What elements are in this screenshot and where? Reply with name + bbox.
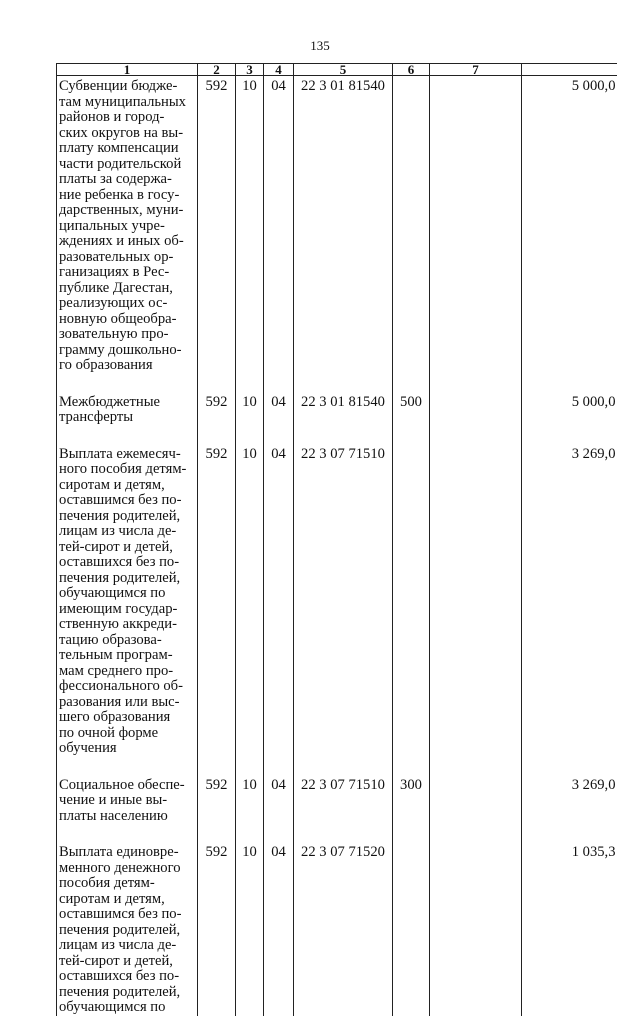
row-amount: 5 000,0 bbox=[522, 76, 617, 374]
row-cell-3: 10 bbox=[236, 392, 264, 426]
row-gap bbox=[57, 757, 617, 775]
row-name-cell bbox=[57, 775, 198, 825]
row-cell-2: 592 bbox=[198, 392, 236, 426]
row-amount: 3 269,0 bbox=[522, 775, 617, 825]
table-row bbox=[57, 76, 617, 374]
column-header-7: 7 bbox=[430, 64, 522, 76]
row-name: Выплата ежемесяч- ного пособия детям- сиротам и детям, оставшимся без по- печения родителей, лицам из числа де- тей-сирот и детей, оставшихся без по- печения родителей, обучающимся по имеющим государ- ственную аккреди- тацию образова- тельным програм- мам среднего про- фессионального об- разования или выс- шего образования по очной форме обучения bbox=[59, 445, 187, 756]
row-name-cell bbox=[57, 444, 198, 757]
page-number: 135 bbox=[310, 38, 330, 53]
row-cell-5: 22 3 01 81540 bbox=[294, 76, 393, 374]
row-cell-7 bbox=[430, 392, 522, 426]
row-gap bbox=[57, 824, 617, 842]
column-header-4: 4 bbox=[264, 64, 294, 76]
row-cell-4: 04 bbox=[264, 76, 294, 374]
row-cell-2: 592 bbox=[198, 76, 236, 374]
row-cell-6 bbox=[393, 444, 430, 757]
row-amount: 5 000,0 bbox=[522, 392, 617, 426]
table-row bbox=[57, 444, 617, 757]
column-header-5: 5 bbox=[294, 64, 393, 76]
row-cell-3: 10 bbox=[236, 444, 264, 757]
row-cell-7 bbox=[430, 76, 522, 374]
row-cell-6 bbox=[393, 842, 430, 1016]
row-cell-5: 22 3 07 71510 bbox=[294, 444, 393, 757]
row-gap bbox=[57, 374, 617, 392]
row-cell-7 bbox=[430, 775, 522, 825]
column-header-2: 2 bbox=[198, 64, 236, 76]
row-cell-6: 500 bbox=[393, 392, 430, 426]
table-row bbox=[57, 775, 617, 825]
row-cell-4: 04 bbox=[264, 444, 294, 757]
row-cell-6: 300 bbox=[393, 775, 430, 825]
row-cell-2: 592 bbox=[198, 842, 236, 1016]
row-name-cell bbox=[57, 842, 198, 1016]
row-cell-2: 592 bbox=[198, 775, 236, 825]
column-header-6: 6 bbox=[393, 64, 430, 76]
row-cell-3: 10 bbox=[236, 76, 264, 374]
row-cell-5: 22 3 07 71520 bbox=[294, 842, 393, 1016]
row-cell-2: 592 bbox=[198, 444, 236, 757]
row-cell-4: 04 bbox=[264, 842, 294, 1016]
table-header-row bbox=[57, 64, 617, 76]
column-header-8 bbox=[522, 64, 617, 76]
budget-table bbox=[56, 63, 617, 1016]
row-cell-7 bbox=[430, 444, 522, 757]
row-name: Социальное обеспе- чение и иные вы- платы населению bbox=[59, 776, 185, 824]
row-cell-6 bbox=[393, 76, 430, 374]
row-amount: 1 035,3 bbox=[522, 842, 617, 1016]
row-cell-4: 04 bbox=[264, 392, 294, 426]
row-cell-5: 22 3 07 71510 bbox=[294, 775, 393, 825]
row-name-cell bbox=[57, 392, 198, 426]
row-cell-4: 04 bbox=[264, 775, 294, 825]
table-row bbox=[57, 392, 617, 426]
table-row bbox=[57, 842, 617, 1016]
row-name: Выплата единовре- менного денежного пособия детям- сиротам и детям, оставшимся без по- печения родителей, лицам из числа де- тей-сирот и детей, оставшихся без по- печения родителей, обучающимся по bbox=[59, 844, 182, 1015]
column-header-3: 3 bbox=[236, 64, 264, 76]
row-name: Субвенции бюдже- там муниципальных районов и город- ских округов на вы- плату компенсации части родительской платы за содержа- ние ребенка в госу- дарственных, муни- ципальных учре- ждениях и иных об- разовательных ор- ганизациях в Рес- публике Дагестан, реализующих ос- новную общеобра- зовательную про- грамму дошкольно- го образования bbox=[59, 78, 186, 373]
row-cell-3: 10 bbox=[236, 775, 264, 825]
row-cell-5: 22 3 01 81540 bbox=[294, 392, 393, 426]
row-cell-3: 10 bbox=[236, 842, 264, 1016]
row-name: Межбюджетные трансферты bbox=[59, 393, 161, 425]
row-amount: 3 269,0 bbox=[522, 444, 617, 757]
row-name-cell bbox=[57, 76, 198, 374]
row-gap bbox=[57, 426, 617, 444]
row-cell-7 bbox=[430, 842, 522, 1016]
column-header-1: 1 bbox=[57, 64, 198, 76]
